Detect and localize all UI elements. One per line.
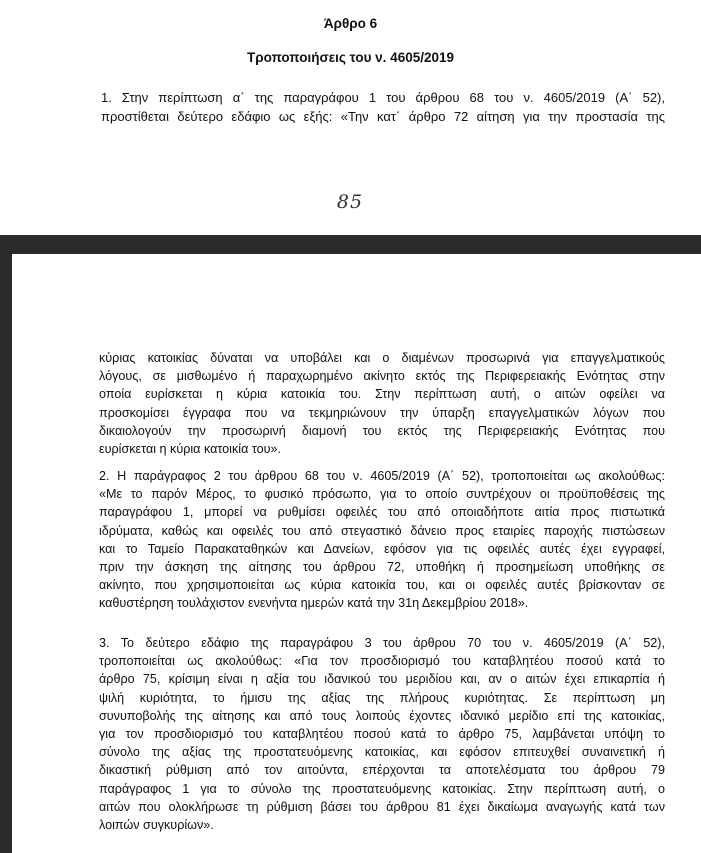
paragraph-1-start xyxy=(101,88,665,126)
paragraph-2 xyxy=(99,467,665,613)
text-line: δικαιολογούν την προσωρινή διαμονή του εκτός της Περιφερειακής Ενότητας που xyxy=(99,423,665,438)
text-line: καθυστέρηση τουλάχιστον ενενήντα ημερών κατά την 31η Δεκεμβρίου 2018». xyxy=(99,596,529,611)
text-line: συνυποβολής της αίτησης και από τους λοιπούς έχοντες ιδανικό μερίδιο επί της κατοικίας, xyxy=(99,708,665,723)
text-line: και το Ταμείο Παρακαταθηκών και Δανείων, εφόσον για τις οφειλές αυτές έχει εγγραφεί, xyxy=(99,541,665,556)
text-line: λόγους, σε μισθωμένο ή παραχωρημένο ακίνητο εκτός της Περιφερειακής Ενότητας στην xyxy=(99,369,665,384)
text-line: ευρίσκεται η κύρια κατοικία του». xyxy=(99,442,282,457)
text-line: «Με το παρόν Μέρος, το φυσικό πρόσωπο, για το οποίο συντρέχουν οι προϋποθέσεις της xyxy=(99,487,665,502)
page-separator-edge xyxy=(0,254,12,853)
text-line: 1. Στην περίπτωση α΄ της παραγράφου 1 του άρθρου 68 του ν. 4605/2019 (Α΄ 52), xyxy=(101,90,665,105)
article-subtitle: Τροποποιήσεις του ν. 4605/2019 xyxy=(247,50,454,65)
text-line: παραγράφου 1, μπορεί να ρυθμίσει οφειλές του από οποιαδήποτε αιτία προς πιστωτικά xyxy=(99,505,665,520)
text-line: λοιπών συγκυρίων». xyxy=(99,818,214,833)
text-line: 3. Το δεύτερο εδάφιο της παραγράφου 3 του άρθρου 70 του ν. 4605/2019 (Α΄ 52), xyxy=(99,636,665,650)
page-separator xyxy=(0,235,701,254)
text-line: πριν την άσκηση της αίτησης του άρθρου 72, υποθήκη ή προσημείωση υποθήκης σε xyxy=(99,560,665,575)
text-line: κύριας κατοικίας δύναται να υποβάλει και ο διαμένων προσωρινά για επαγγελματικούς xyxy=(99,351,665,365)
text-line: προσκομίσει έγγραφα που να τεκμηριώνουν την ύπαρξη επαγγελματικών λόγων που xyxy=(99,405,665,420)
text-line: αιτών που ολοκλήρωσε τη ρύθμιση βάσει του άρθρου 81 έχει δικαίωμα αναγωγής κατά των xyxy=(99,799,665,814)
text-line: άρθρο 75, κρίσιμη είναι η αξία του ιδανικού του μεριδίου και, αν ο αιτών έχει επικαρπία ή xyxy=(99,672,665,687)
handwritten-page-number: 85 xyxy=(336,191,364,213)
text-line: προστίθεται δεύτερο εδάφιο ως εξής: «Την κατ΄ άρθρο 72 αίτηση για την προστασία της xyxy=(101,109,665,124)
text-line: οποία ευρίσκεται η κύρια κατοικία του. Στην περίπτωση αυτή, ο αιτών οφείλει να xyxy=(99,387,665,402)
text-line: ιδρύματα, καθώς και οφειλές του από στεγαστικό δάνειο προς εταιρίες παροχής πιστώσεων xyxy=(99,523,665,538)
text-line: δικαστική ρύθμιση από τον αιτούντα, επέρχονται τα αποτελέσματα του άρθρου 79 xyxy=(99,763,665,778)
paragraph-1-continuation xyxy=(99,349,665,458)
text-line: παράγραφος 1 για το σύνολο της προστατευόμενης κατοικίας. Στην περίπτωση αυτή, ο xyxy=(99,781,665,796)
text-line: ακίνητο, που χρησιμοποιείται ως κύρια κατοικία του, και οι οφειλές αυτές βρίσκονταν σε xyxy=(99,578,665,593)
text-line: 2. Η παράγραφος 2 του άρθρου 68 του ν. 4605/2019 (Α΄ 52), τροποποιείται ως ακολούθως: xyxy=(99,469,665,483)
text-line: τροποποιείται ως ακολούθως: «Για τον προσδιορισμό του καταβλητέου ποσού κατά το xyxy=(99,654,665,669)
text-line: για τον προσδιορισμό του καταβλητέου ποσού κατά το άρθρο 75, λαμβάνεται υπόψη το xyxy=(99,727,665,742)
text-line: σύνολο της αξίας της προστατευόμενης κατοικίας, και εφόσον επιτευχθεί συναινετική ή xyxy=(99,745,665,760)
text-line: ψιλή κυριότητα, το ήμισυ της αξίας της πλήρους κυριότητας. Σε περίπτωση μη xyxy=(99,690,665,705)
previous-page xyxy=(0,0,701,235)
paragraph-3 xyxy=(99,634,665,834)
article-title: Άρθρο 6 xyxy=(323,16,378,31)
